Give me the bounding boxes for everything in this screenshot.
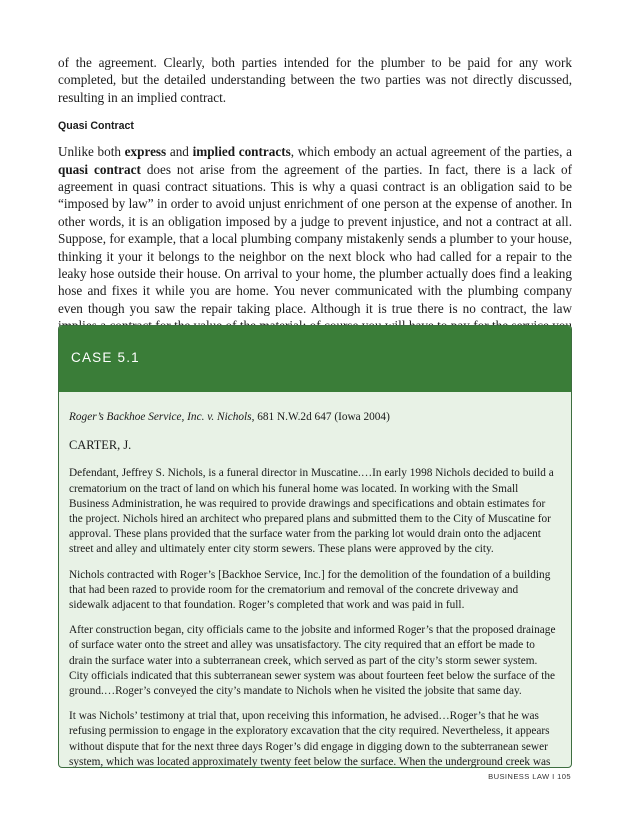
case-citation: Roger’s Backhoe Service, Inc. v. Nichols, 681 N.W.2d 647 (Iowa 2004) <box>69 411 390 423</box>
case-judge: CARTER, J. <box>69 438 132 453</box>
case-paragraph: Defendant, Jeffrey S. Nichols, is a funeral director in Muscatine.…In early 1998 Nichols decided to build a crematorium on the tract of land on which his funeral home was located. In working with the Small Business Administration, he was required to provide drawings and specifications and obtain estimates for the project. Nichols hired an architect who prepared plans and submitted them to the City of Muscatine for approval. These plans provided that the surface water from the parking lot would drain onto the adjacent street and alley and ultimately enter city storm sewers. These plans were approved by the city. <box>69 467 554 556</box>
case-box <box>58 325 572 768</box>
term-implied-contracts: implied contracts <box>192 144 291 160</box>
section-paragraph: Unlike both express and implied contracts, which embody an actual agreement of the parties, a quasi contract does not arise from the agreement of the parties. In fact, there is a lack of agreement in quasi contract situations. This is why a quasi contract is an obligation said to be “imposed by law” in order to avoid unjust enrichment of one person at the expense of another. In other words, it is an obligation imposed by a judge to prevent injustice, and not a contract at all. Suppose, for example, that a local plumbing company mistakenly sends a plumber to your house, thinking it your it belongs to the neighbor on the next block who had called for a repair to the leaky hose outside their house. On arrival to your home, the plumber actually does find a leaking hose and fixes it while you are home. You never communicated with the plumbing company even though you saw the repair taking place. Although it is true there is no contract, the law <box>58 144 572 316</box>
case-title: CASE 5.1 <box>71 350 140 365</box>
term-quasi-contract: quasi contract <box>58 161 141 177</box>
term-express: express <box>124 144 167 160</box>
case-paragraph: After construction began, city officials came to the jobsite and informed Roger’s that the proposed drainage of surface water onto the street and alley was unsatisfactory. The city required that an effort be made to drain the surface water into a subterranean creek, which served as part of the city’s storm sewer system. City officials indicated that this subterranean sewer system was about fourteen feet below the surface of the ground.…Roger’s conveyed the city’s mandate to Nichols when he visited the jobsite that same day. <box>69 624 556 698</box>
case-body <box>59 392 571 768</box>
section-heading: Quasi Contract <box>58 120 134 133</box>
case-header <box>59 326 571 392</box>
page-content <box>58 54 572 352</box>
intro-paragraph: of the agreement. Clearly, both parties intended for the plumber to be paid for any work completed, but the detailed understanding between the two parties was not directly discussed, resulting in an implied contract. <box>58 55 572 105</box>
case-paragraph: Nichols contracted with Roger’s [Backhoe Service, Inc.] for the demolition of the foundation of a building that had been razed to provide room for the crematorium and removal of the concrete driveway and sidewalk adjacent to that foundation. Roger’s completed that work and was paid in full. <box>69 568 551 612</box>
case-paragraph: It was Nichols’ testimony at trial that, upon receiving this information, he advised…Roger’s that he was refusing permission to engage in the exploratory excavation that the city required. Nevertheless, it appears without dispute that for the next three days Roger’s did engage in digging down to the subterranean sewer system, which was located approximately twenty feet below the surface. When the underground creek was <box>69 710 551 768</box>
page-footer: BUSINESS LAW I 105 <box>488 772 571 781</box>
